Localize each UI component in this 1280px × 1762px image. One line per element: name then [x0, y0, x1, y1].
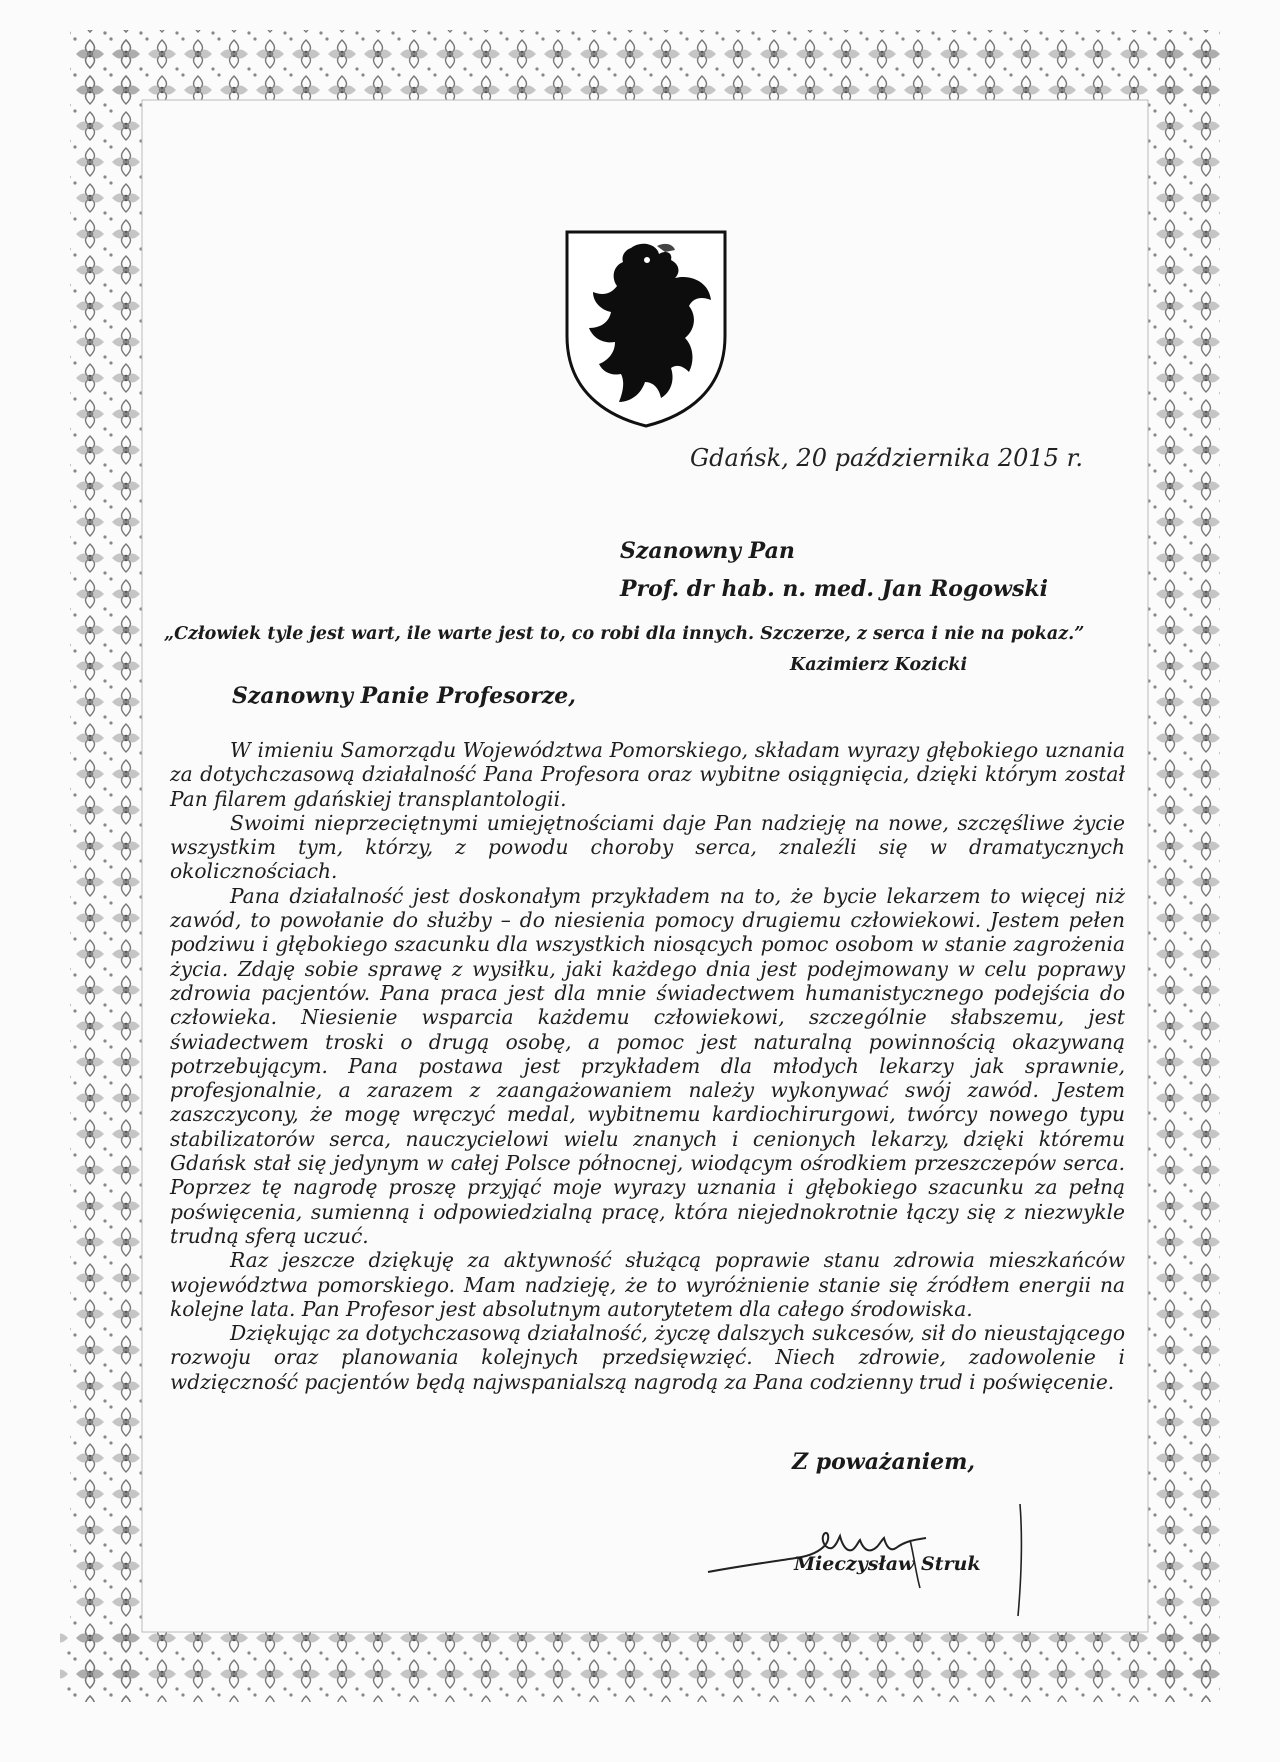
- signer-name: Mieczysław Struk: [794, 1553, 981, 1575]
- body-paragraph: Pana działalność jest doskonałym przykładem na to, że bycie lekarzem to więcej niż zawód, to powołanie do służby – do niesienia pomocy drugiemu człowiekowi. Jestem pełen podziwu i głębokiego szacunku dla wszystkich niosących pomoc osobom w stanie zagrożenia życia. Zdaję sobie sprawę z wysiłku, jaki każdego dnia jest podejmowany w celu poprawy zdrowia pacjentów. Pana praca jest dla mnie świadectwem humanistycznego podejścia do człowieka. Niesienie wsparcia każdemu człowiekowi, szczególnie słabszemu, jest świadectwem troski o drugą osobę, a pomoc jest naturalną powinnością okazywaną potrzebującym. Pana postawa jest przykładem dla młodych lekarzy jak sprawnie, profesjonalnie, a zarazem z zaangażowaniem należy wykonywać swój zawód. Jestem zaszczycony, że mogę wręczyć medal, wybitnemu kardiochirurgowi, twórcy nowego typu stabilizatorów serca, nauczycielowi wielu znanych i cenionych lekarzy, dzięki któremu Gdańsk stał się jedynym w całej Polsce północnej, wiodącym ośrodkiem przeszczepów serca. Poprzez tę nagrodę proszę przyjąć moje wyrazy uznania i głębokiego szacunku za pełną poświęcenia, sumienną i odpowiedzialną pracę, która niejednokrotnie łączy się z niezwykle trudną sferą uczuć.: [170, 883, 1125, 1248]
- body-paragraph: Swoimi nieprzeciętnymi umiejętnościami daje Pan nadzieję na nowe, szczęśliwe życie wszystkim tym, którzy, z powodu choroby serca, znaleźli się w dramatycznych okolicznościach.: [170, 810, 1125, 884]
- addressee-title: Szanowny Pan: [620, 538, 795, 564]
- griffin-coat-of-arms-icon: [561, 226, 731, 431]
- body-paragraph: Raz jeszcze dziękuję za aktywność służącą poprawie stanu zdrowia mieszkańców województwa pomorskiego. Mam nadzieję, że to wyróżnienie stanie się źródłem energii na kolejne lata. Pan Profesor jest absolutnym autorytetem dla całego środowiska.: [170, 1248, 1125, 1321]
- epigraph-author: Kazimierz Kozicki: [790, 655, 968, 675]
- epigraph-quote: „Człowiek tyle jest wart, ile warte jest to, co robi dla innych. Szczerze, z serca i nie na pokaz.”: [164, 624, 1085, 644]
- closing-phrase: Z poważaniem,: [792, 1449, 976, 1475]
- letter-date: Gdańsk, 20 października 2015 r.: [690, 444, 1084, 472]
- salutation: Szanowny Panie Profesorze,: [232, 683, 576, 709]
- addressee-block: [620, 532, 1048, 608]
- letter-body: [170, 738, 1125, 1394]
- body-paragraph: Dziękując za dotychczasową działalność, życzę dalszych sukcesów, sił do nieustającego rozwoju oraz planowania kolejnych przedsięwzięć. Niech zdrowie, zadowolenie i wdzięczność pacjentów będą najwspanialszą nagrodą za Pana codzienny trud i poświęcenie.: [170, 1321, 1125, 1394]
- body-paragraph: W imieniu Samorządu Województwa Pomorskiego, składam wyrazy głębokiego uznania za dotychczasową działalność Pana Profesora oraz wybitne osiągnięcia, dzięki którym został Pan filarem gdańskiej transplantologii.: [170, 738, 1125, 811]
- addressee-name: Prof. dr hab. n. med. Jan Rogowski: [620, 576, 1048, 602]
